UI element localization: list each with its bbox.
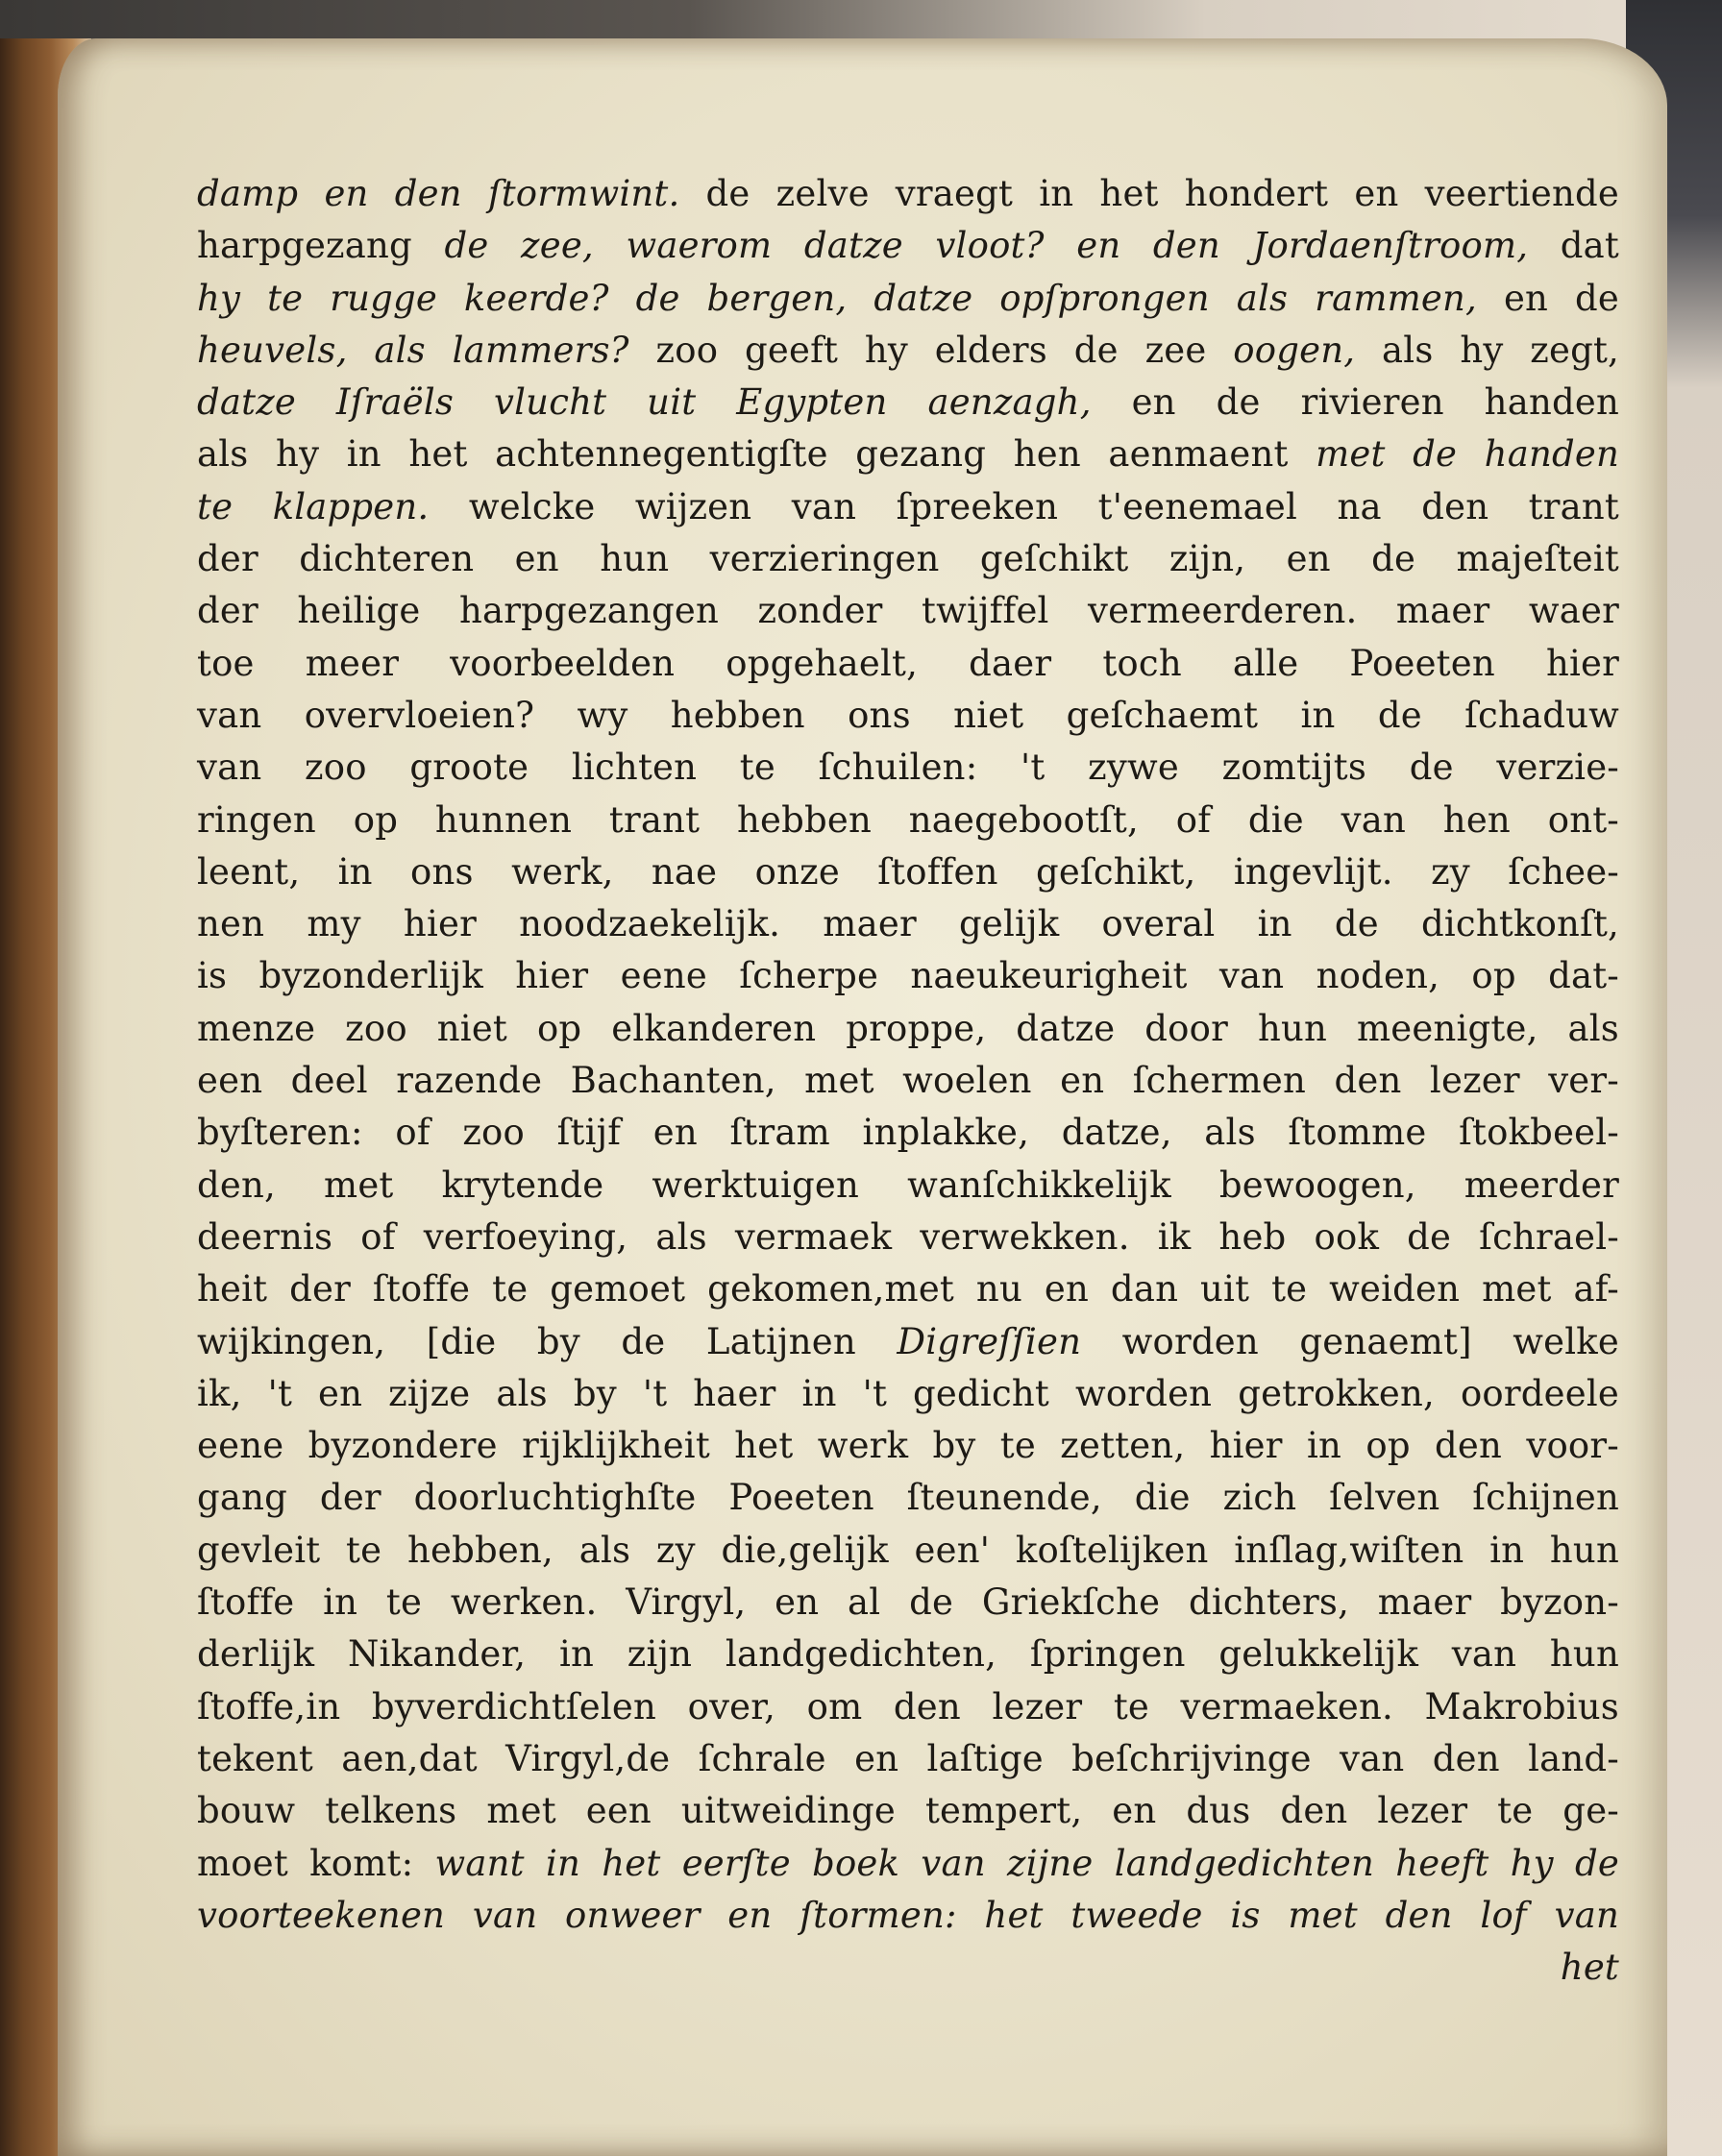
italic-text-segment: datze Iſraëls vlucht uit Egypten aenzagh, — [197, 381, 1092, 424]
text-line — [197, 1055, 1619, 1107]
text-line — [197, 325, 1619, 377]
text-line — [197, 1263, 1619, 1315]
text-segment: wijkingen, [die by de Latijnen — [197, 1320, 898, 1362]
italic-text-segment: Digreſſien — [897, 1320, 1082, 1362]
page-text-block — [197, 168, 1619, 1994]
text-line — [197, 1629, 1619, 1680]
text-line — [197, 1577, 1619, 1629]
text-segment: moet komt: — [197, 1842, 435, 1884]
text-line — [197, 638, 1619, 690]
text-segment: worden genaemt] welke — [1081, 1320, 1619, 1362]
text-segment: der dichteren en hun verzieringen geſchikt zijn, en de majeſteit — [197, 538, 1619, 580]
text-line — [197, 1472, 1619, 1524]
text-line — [197, 1003, 1619, 1055]
text-line — [197, 1785, 1619, 1837]
text-segment: is byzonderlijk hier eene ſcherpe naeukeurigheit van noden, op dat- — [197, 955, 1619, 997]
text-line — [197, 742, 1619, 794]
text-line — [197, 1525, 1619, 1577]
text-line — [197, 1733, 1619, 1785]
italic-text-segment: voorteekenen van onweer en ſtormen: het tweede is met den lof van — [197, 1894, 1619, 1936]
italic-text-segment: het — [1560, 1947, 1619, 1989]
text-segment: eene byzondere rijklijkheit het werk by te zetten, hier in op den voor- — [197, 1425, 1619, 1467]
text-segment: harpgezang — [197, 225, 445, 267]
text-segment: gevleit te hebben, als zy die,gelijk een' koſtelijken inſlag,wiſten in hun — [197, 1529, 1619, 1571]
text-segment: dat — [1528, 225, 1619, 267]
text-line — [197, 795, 1619, 846]
text-line — [197, 1107, 1619, 1159]
text-segment: gang der doorluchtighſte Poeeten ſteunende, die zich ſelven ſchijnen — [197, 1477, 1619, 1519]
text-line — [197, 846, 1619, 898]
text-line — [197, 1838, 1619, 1890]
text-segment: en de — [1477, 277, 1620, 319]
text-line — [197, 1942, 1619, 1994]
text-segment: tekent aen,dat Virgyl,de ſchrale en laſtige beſchrijvinge van den land- — [197, 1737, 1619, 1779]
text-segment: heit der ſtoffe te gemoet gekomen,met nu en dan uit te weiden met af- — [197, 1268, 1619, 1311]
text-segment: den, met krytende werktuigen wanſchikkelijk bewoogen, meerder — [197, 1164, 1619, 1206]
text-segment: nen my hier noodzaekelijk. maer gelijk overal in de dichtkonſt, — [197, 903, 1619, 945]
text-line — [197, 690, 1619, 742]
text-segment: byſteren: of zoo ſtijf en ſtram inplakke, datze, als ſtomme ſtokbeel- — [197, 1112, 1619, 1154]
text-segment: zoo geeft hy elders de zee — [628, 329, 1234, 371]
italic-text-segment: met de handen — [1316, 433, 1619, 476]
text-segment: deernis of verfoeying, als vermaek verwekken. ik heb ook de ſchrael- — [197, 1215, 1619, 1258]
text-line — [197, 220, 1619, 272]
text-segment: van zoo groote lichten te ſchuilen: 't zywe zomtijts de verzie- — [197, 747, 1619, 789]
italic-text-segment: want in het eerſte boek van zijne landgedichten heeft hy de — [434, 1842, 1619, 1884]
text-segment: als hy zegt, — [1355, 329, 1619, 371]
text-line — [197, 273, 1619, 325]
text-line — [197, 898, 1619, 950]
text-line — [197, 481, 1619, 533]
text-segment: ſtoffe,in byverdichtſelen over, om den lezer te vermaeken. Makrobius — [197, 1685, 1619, 1727]
text-line — [197, 377, 1619, 429]
text-line — [197, 1368, 1619, 1420]
text-segment: derlijk Nikander, in zijn landgedichten, ſpringen gelukkelijk van hun — [197, 1633, 1619, 1676]
text-line — [197, 950, 1619, 1002]
text-line — [197, 1890, 1619, 1942]
text-segment: ringen op hunnen trant hebben naegebootſt, of die van hen ont- — [197, 798, 1619, 841]
text-segment: van overvloeien? wy hebben ons niet geſchaemt in de ſchaduw — [197, 694, 1619, 736]
text-line — [197, 1681, 1619, 1733]
text-segment: leent, in ons werk, nae onze ſtoffen geſchikt, ingevlijt. zy ſchee- — [197, 850, 1619, 893]
text-segment: ſtoffe in te werken. Virgyl, en al de Griekſche dichters, maer byzon- — [197, 1581, 1619, 1624]
text-segment: een deel razende Bachanten, met woelen en ſchermen den lezer ver- — [197, 1060, 1619, 1102]
text-segment: toe meer voorbeelden opgehaelt, daer toch alle Poeeten hier — [197, 642, 1619, 684]
text-line — [197, 429, 1619, 480]
text-line — [197, 585, 1619, 637]
text-line — [197, 168, 1619, 220]
italic-text-segment: hy te rugge keerde? de bergen, datze opſprongen als rammen, — [197, 277, 1477, 319]
text-segment: der heilige harpgezangen zonder twijffel vermeerderen. maer waer — [197, 590, 1619, 632]
text-segment: en de rivieren handen — [1091, 381, 1619, 424]
text-segment: welcke wijzen van ſpreeken t'eenemael na den trant — [429, 485, 1619, 527]
italic-text-segment: te klappen. — [197, 485, 430, 527]
italic-text-segment: damp en den ſtormwint. — [197, 173, 680, 214]
text-line — [197, 533, 1619, 585]
text-segment: menze zoo niet op elkanderen proppe, datze door hun meenigte, als — [197, 1007, 1619, 1049]
text-segment: de zelve vraegt in het hondert en veertiende — [679, 173, 1619, 214]
text-line — [197, 1212, 1619, 1263]
italic-text-segment: heuvels, als lammers? — [197, 329, 629, 371]
text-line — [197, 1316, 1619, 1368]
italic-text-segment: de zee, waerom datze vloot? en den Jordaenſtroom, — [444, 225, 1529, 267]
text-line — [197, 1160, 1619, 1212]
italic-text-segment: oogen, — [1233, 329, 1356, 371]
text-segment: ik, 't en zijze als by 't haer in 't gedicht worden getrokken, oordeele — [197, 1372, 1619, 1414]
text-segment: bouw telkens met een uitweidinge tempert, en dus den lezer te ge- — [197, 1790, 1619, 1832]
text-segment: als hy in het achtennegentigſte gezang hen aenmaent — [197, 433, 1316, 476]
text-line — [197, 1420, 1619, 1472]
